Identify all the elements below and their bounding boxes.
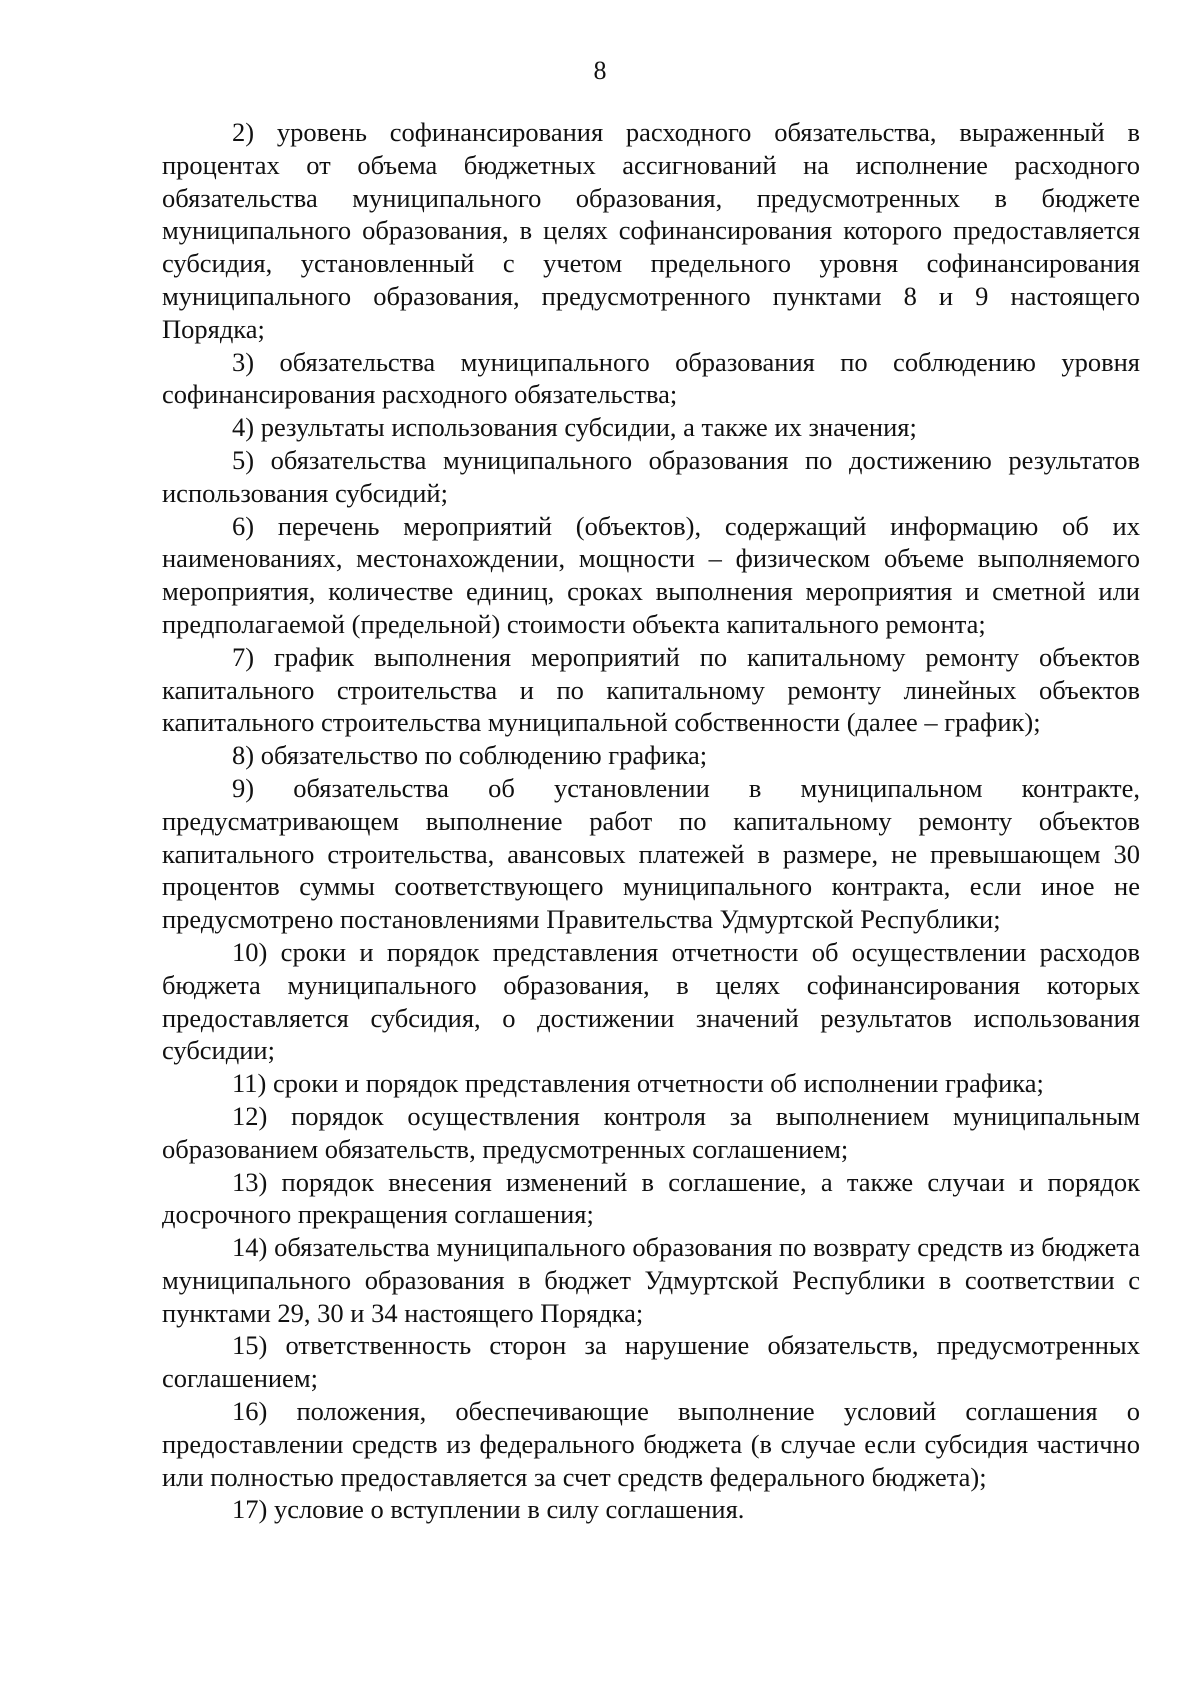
list-item: 4) результаты использования субсидии, а также их значения;: [232, 412, 917, 443]
list-item: 3) обязательства муниципального образования по соблюдению уровня софинансирования расходного обязательства;: [162, 346, 1140, 410]
list-item: 14) обязательства муниципального образования по возврату средств из бюджета муниципального образования в бюджет Удмуртской Республики в соответствии с пунктами 29, 30 и 34 настоящего Порядка;: [162, 1232, 1140, 1328]
list-item: 16) положения, обеспечивающие выполнение условий соглашения о предоставлении средств из федерального бюджета (в случае если субсидия частично или полностью предоставляется за счет средств федерального бюджета);: [162, 1396, 1140, 1492]
list-item: 6) перечень мероприятий (объектов), содержащий информацию об их наименованиях, местонахождении, мощности – физическом объеме выполняемого мероприятия, количестве единиц, сроках выполнения мероприятия и сметной или предполагаемой (предельной) стоимости объекта капитального ремонта;: [162, 510, 1140, 639]
page-number: 8: [593, 56, 607, 85]
list-item: 10) сроки и порядок представления отчетности об осуществлении расходов бюджета муниципального образования, в целях софинансирования которых предоставляется субсидия, о достижении значений результатов использования субсидии;: [162, 936, 1140, 1066]
list-item: 5) обязательства муниципального образования по достижению результатов использования субсидий;: [162, 444, 1140, 508]
list-item: 12) порядок осуществления контроля за выполнением муниципальным образованием обязательств, предусмотренных соглашением;: [162, 1100, 1140, 1164]
list-item: 11) сроки и порядок представления отчетности об исполнении графика;: [232, 1068, 1044, 1099]
list-item: 15) ответственность сторон за нарушение обязательств, предусмотренных соглашением;: [162, 1330, 1140, 1394]
list-item: 17) условие о вступлении в силу соглашения.: [232, 1494, 745, 1525]
document-body: [162, 116, 1140, 1526]
list-item: 7) график выполнения мероприятий по капитальному ремонту объектов капитального строительства и по капитальному ремонту линейных объектов капитального строительства муниципальной собственности (далее – график);: [162, 641, 1140, 738]
list-item: 9) обязательства об установлении в муниципальном контракте, предусматривающем выполнение работ по капитальному ремонту объектов капитального строительства, авансовых платежей в размере, не превышающем 30 процентов суммы соответствующего муниципального контракта, если иное не предусмотрено постановлениями Правительства Удмуртской Республики;: [162, 772, 1140, 935]
list-item: 13) порядок внесения изменений в соглашение, а также случаи и порядок досрочного прекращения соглашения;: [162, 1166, 1140, 1230]
list-item: 2) уровень софинансирования расходного обязательства, выраженный в процентах от объема бюджетных ассигнований на исполнение расходного обязательства муниципального образования, предусмотренных в бюджете муниципального образования, в целях софинансирования которого предоставляется субсидия, установленный с учетом предельного уровня софинансирования муниципального образования, предусмотренного пунктами 8 и 9 настоящего Порядка;: [162, 117, 1140, 344]
list-item: 8) обязательство по соблюдению графика;: [232, 740, 708, 771]
